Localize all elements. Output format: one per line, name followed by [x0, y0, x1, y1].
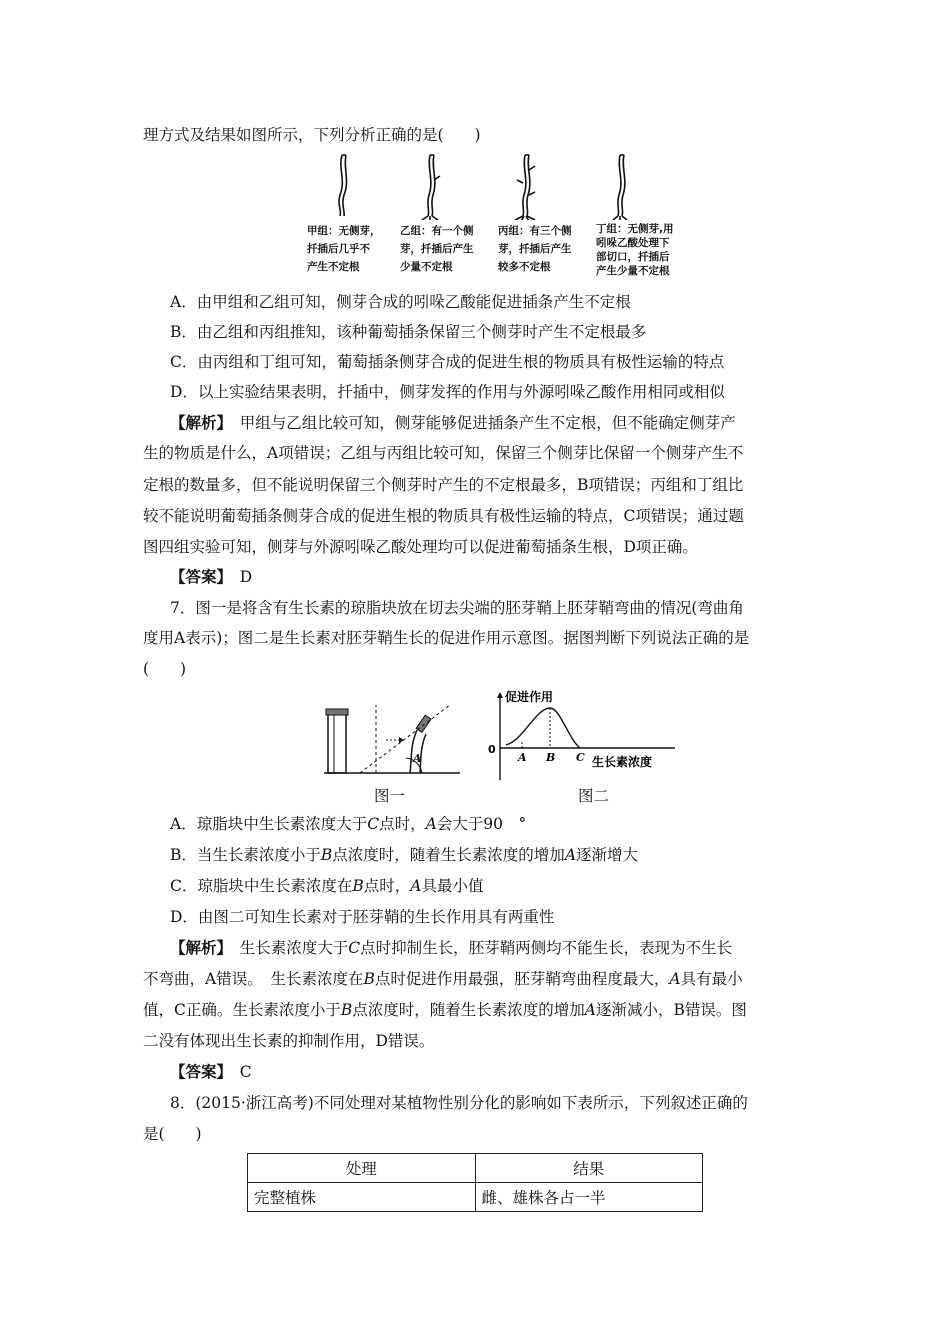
q7-analysis-line-3: 值，C正确。生长素浓度小于B点浓度时，随着生长素浓度的增加A逐渐减小，B错误。图: [143, 1001, 747, 1019]
q7-option-a: A．琼脂块中生长素浓度大于C点时，A会大于90 °: [170, 815, 527, 833]
y-axis-label: 促进作用: [505, 690, 554, 704]
q7-analysis-line-1: 【解析】 生长素浓度大于C点时抑制生长，胚芽鞘两侧均不能生长，表现为不生长: [170, 938, 733, 957]
q7-figure-2-chart: [480, 688, 680, 783]
q6-option-b: B．由乙组和丙组推知，该种葡萄插条保留三个侧芽时产生不定根最多: [170, 323, 647, 341]
q6-option-a: A．由甲组和乙组可知，侧芽合成的吲哚乙酸能促进插条产生不定根: [170, 293, 631, 311]
q6-analysis-line-1: 【解析】 甲组与乙组比较可知，侧芽能够促进插条产生不定根，但不能确定侧芽产: [170, 413, 736, 432]
table-header-cell: 处理: [248, 1154, 476, 1183]
origin-label: 0: [488, 743, 496, 756]
q7-stem-line-1: 7．图一是将含有生长素的琼脂块放在切去尖端的胚芽鞘上胚芽鞘弯曲的情况(弯曲角: [170, 599, 744, 617]
q7-option-b: B．当生长素浓度小于B点浓度时，随着生长素浓度的增加A逐渐增大: [170, 846, 639, 864]
q7-analysis-line-4: 二没有体现出生长素的抑制作用，D错误。: [143, 1032, 435, 1050]
q6-analysis-line-4: 较不能说明葡萄插条侧芽合成的促进生根的物质具有极性运输的特点，C项错误；通过题: [143, 507, 744, 525]
tick-label-B: B: [546, 751, 556, 764]
caption-jia: 甲组：无侧芽， 扦插后几乎不 产生不定根: [307, 225, 381, 273]
table-cell: 雌、雄株各占一半: [475, 1183, 703, 1212]
fig1-label: 图一: [374, 787, 406, 805]
q6-analysis-line-5: 图四组实验可知，侧芽与外源吲哚乙酸处理均可以促进葡萄插条生根，D项正确。: [143, 538, 698, 556]
q6-option-d: D．以上实验结果表明，扦插中，侧芽发挥的作用与外源吲哚乙酸作用相同或相似: [170, 383, 725, 401]
q7-figure-1: [320, 700, 470, 780]
q8-table: [247, 1153, 703, 1212]
q6-cuttings-figure: [300, 150, 700, 220]
table-header-row: [248, 1154, 703, 1183]
q6-analysis-line-3: 定根的数量多，但不能说明保留三个侧芽时产生的不定根最多，B项错误；丙组和丁组比: [143, 476, 744, 494]
table-row: [248, 1183, 703, 1212]
fig2-label: 图二: [578, 787, 610, 805]
q6-stem: 理方式及结果如图所示，下列分析正确的是( ): [143, 126, 481, 144]
q6-answer: 【答案】 D: [170, 567, 253, 586]
q8-stem-line-2: 是( ): [143, 1125, 202, 1143]
cutting-ding-icon: [613, 155, 627, 220]
caption-bing: 丙组：有三个侧 芽，扦插后产生 较多不定根: [498, 225, 572, 273]
tick-label-A: A: [518, 751, 527, 764]
caption-yi: 乙组：有一个侧 芽，扦插后产生 少量不定根: [400, 225, 474, 273]
q7-stem-line-3: ( ): [143, 660, 187, 678]
q7-analysis-line-2: 不弯曲，A错误。 生长素浓度在B点时促进作用最强，胚芽鞘弯曲程度最大，A具有最小: [143, 970, 743, 988]
cutting-jia-icon: [339, 155, 347, 216]
tick-label-C: C: [576, 751, 585, 764]
table-cell: 完整植株: [248, 1183, 476, 1212]
caption-ding: 丁组：无侧芽,用 吲哚乙酸处理下 部切口，扦插后 产生少量不定根: [596, 223, 674, 277]
q6-analysis-tag: 【解析】: [170, 413, 225, 432]
cutting-yi-icon: [422, 155, 440, 220]
q7-stem-line-2: 度用A表示)；图二是生长素对胚芽鞘生长的促进作用示意图。据图判断下列说法正确的是: [143, 629, 750, 647]
x-axis-label: 生长素浓度: [592, 755, 653, 769]
fig1-angle-label: A: [413, 752, 422, 765]
table-header-cell: 结果: [475, 1154, 703, 1183]
q6-analysis-line-2: 生的物质是什么，A项错误；乙组与丙组比较可知，保留三个侧芽比保留一个侧芽产生不: [143, 444, 744, 462]
q7-answer: 【答案】 C: [170, 1062, 252, 1081]
cutting-bing-icon: [515, 155, 535, 220]
q8-stem-line-1: 8．(2015·浙江高考)不同处理对某植物性别分化的影响如下表所示，下列叙述正确的: [170, 1094, 748, 1112]
q7-option-d: D．由图二可知生长素对于胚芽鞘的生长作用具有两重性: [170, 908, 555, 926]
y-axis-arrow: [497, 692, 503, 698]
promotion-curve: [506, 708, 580, 748]
q6-option-c: C．由丙组和丁组可知，葡萄插条侧芽合成的促进生根的物质具有极性运输的特点: [170, 353, 725, 371]
q7-option-c: C．琼脂块中生长素浓度在B点时，A具最小值: [170, 877, 484, 895]
